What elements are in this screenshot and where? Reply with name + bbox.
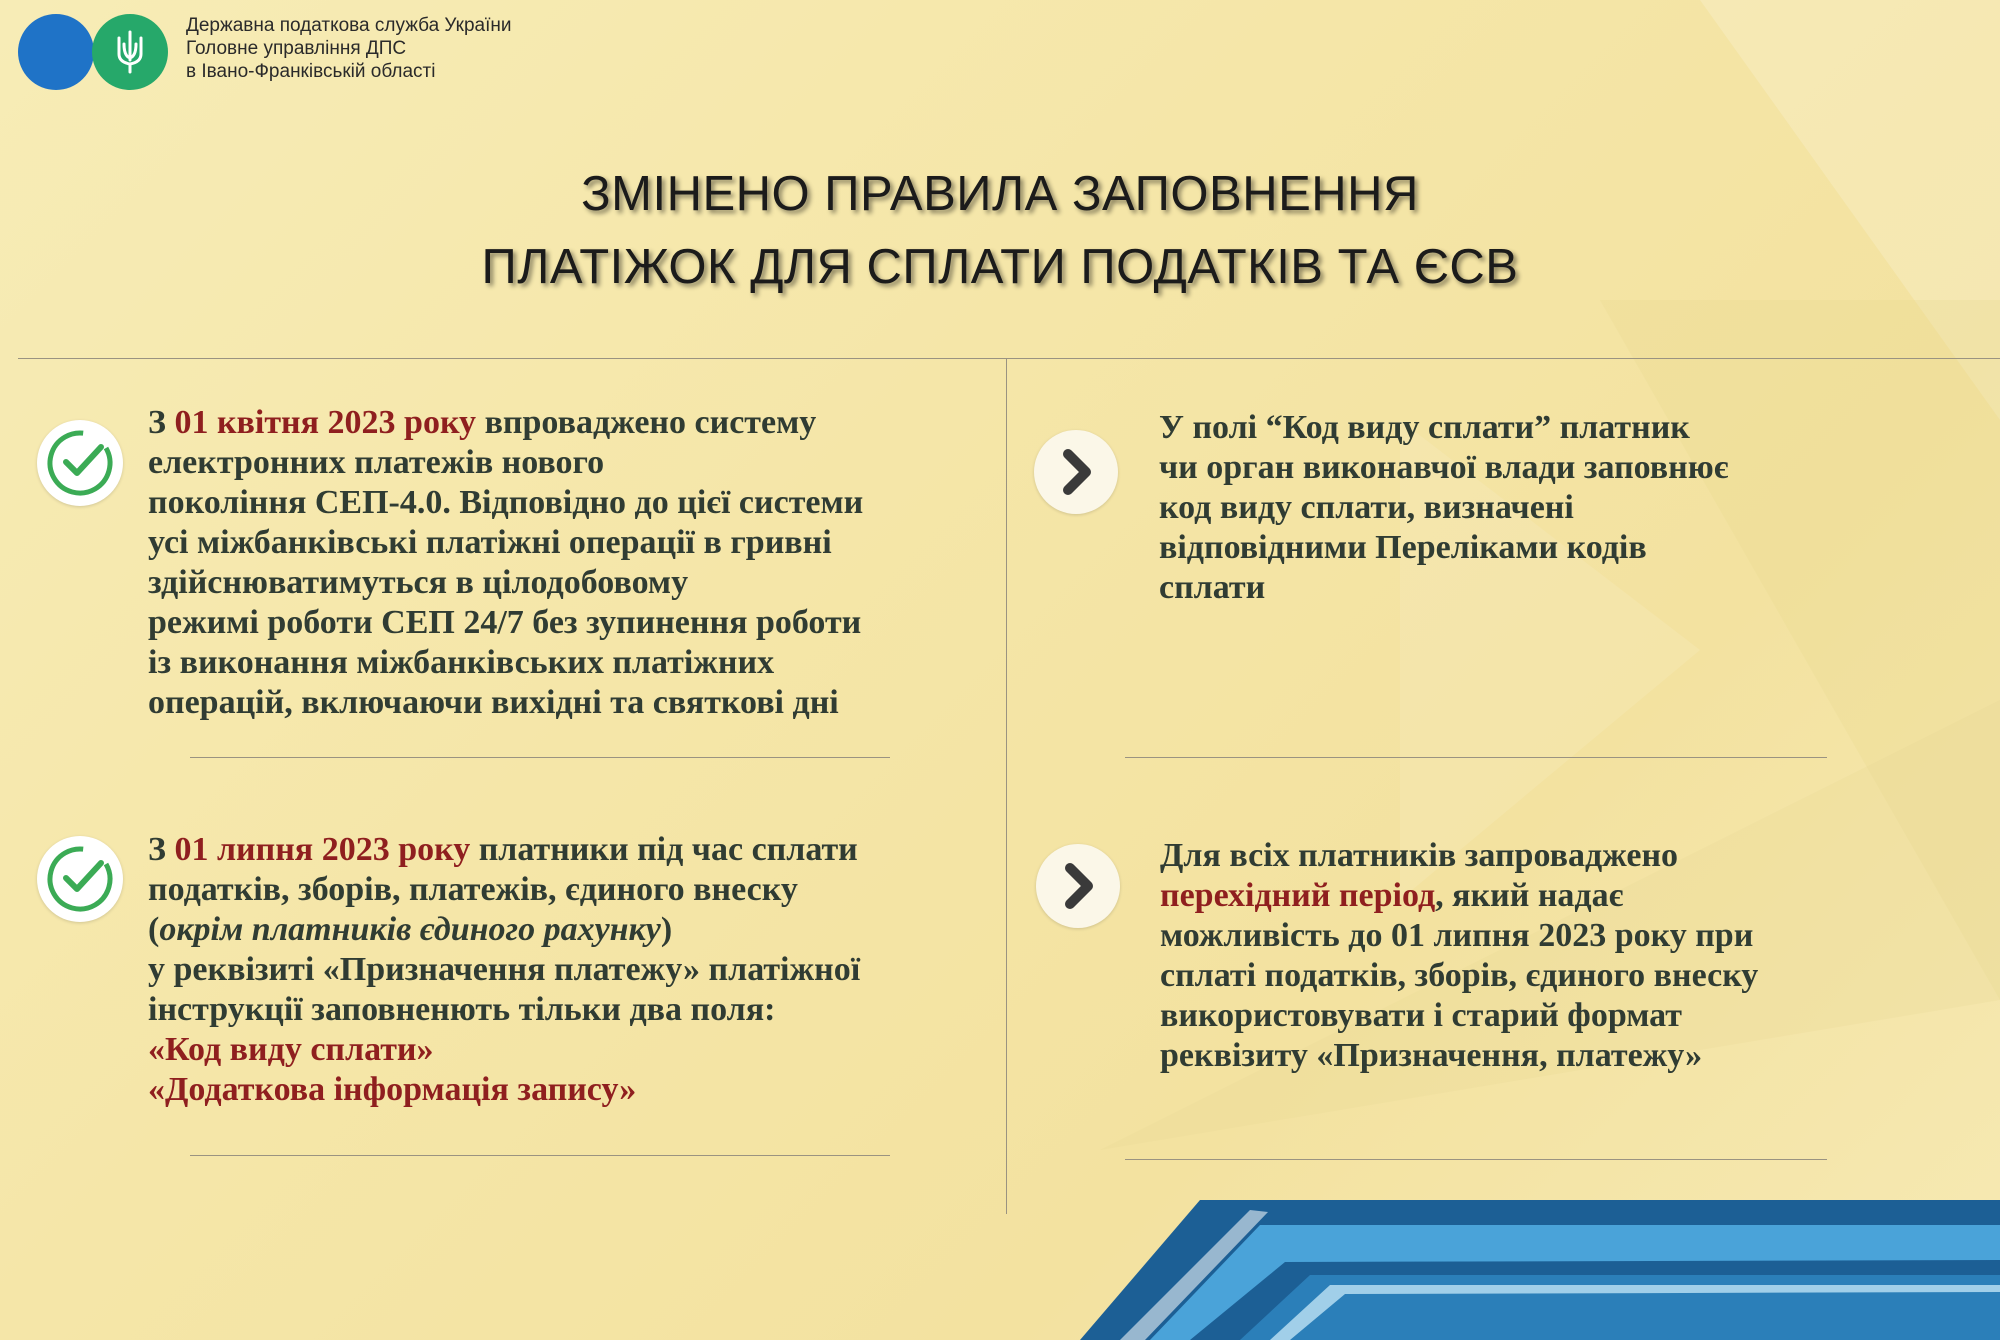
title-line-2: ПЛАТІЖОК ДЛЯ СПЛАТИ ПОДАТКІВ ТА ЄСВ xyxy=(481,240,1519,294)
info-block-transition-period xyxy=(1160,836,1758,1076)
text-line xyxy=(148,403,863,443)
text-line: використовувати і старий формат xyxy=(1160,997,1682,1034)
divider-vertical xyxy=(1006,358,1007,1214)
text-line: режимі роботи СЕП 24/7 без зупинення роботи xyxy=(148,604,862,641)
org-line-2: Головне управління ДПС xyxy=(186,38,407,59)
text-line: реквізиту «Призначення, платежу» xyxy=(1160,1037,1703,1074)
divider-left-2 xyxy=(190,1155,890,1156)
check-circle-icon xyxy=(37,420,123,506)
chevron-right-icon xyxy=(1034,430,1118,514)
divider-left-1 xyxy=(190,757,890,758)
text-line: код виду сплати, визначені xyxy=(1159,489,1574,526)
text-line: чи орган виконавчої влади заповнює xyxy=(1159,449,1729,486)
text-line: електронних платежів нового xyxy=(148,444,605,481)
org-line-3: в Івано-Франківській області xyxy=(186,61,436,82)
info-block-payment-code xyxy=(1159,408,1728,608)
highlight-date: 01 квітня 2023 року xyxy=(174,404,477,441)
text-line: сплати xyxy=(1159,569,1266,606)
text-segment: платники під час сплати xyxy=(470,831,858,868)
divider-right-1 xyxy=(1125,757,1827,758)
organization-name xyxy=(186,14,511,83)
text-line: відповідними Переліками кодів xyxy=(1159,529,1647,566)
chevron-right-icon xyxy=(1036,844,1120,928)
text-line: покоління СЕП-4.0. Відповідно до цієї системи xyxy=(148,484,864,521)
info-block-sep xyxy=(148,403,863,723)
org-line-1: Державна податкова служба України xyxy=(186,15,512,36)
text-segment: , який надає xyxy=(1435,877,1624,914)
text-line: із виконання міжбанківських платіжних xyxy=(148,644,775,681)
page-title xyxy=(0,158,2000,304)
logo-blue-circle xyxy=(18,14,94,90)
text-line: податків, зборів, платежів, єдиного внеску xyxy=(148,871,798,908)
trident-emblem-icon xyxy=(92,14,168,90)
text-line: у реквізиті «Призначення платежу» платіжної xyxy=(148,951,861,988)
text-line xyxy=(148,830,860,870)
text-line: У полі “Код виду сплати” платник xyxy=(1159,409,1690,446)
text-line xyxy=(1160,876,1758,916)
field-name-payment-code: «Код виду сплати» xyxy=(148,1031,434,1068)
divider-right-2 xyxy=(1125,1159,1827,1160)
field-name-additional-info: «Додаткова інформація запису» xyxy=(148,1071,637,1108)
highlight-date: 01 липня 2023 року xyxy=(174,831,471,868)
text-segment: ( xyxy=(148,911,160,948)
text-line: інструкції заповненють тільки два поля: xyxy=(148,991,776,1028)
text-segment: ) xyxy=(660,911,673,948)
divider-top xyxy=(18,358,2000,359)
text-line: можливість до 01 липня 2023 року при xyxy=(1160,917,1754,954)
italic-note: окрім платників єдиного рахунку xyxy=(159,911,661,948)
text-line: здійснюватимуться в цілодобовому xyxy=(148,564,689,601)
text-line: усі міжбанківські платіжні операції в гривні xyxy=(148,524,832,561)
text-line: сплаті податків, зборів, єдиного внеску xyxy=(1160,957,1759,994)
text-line: операцій, включаючи вихідні та святкові дні xyxy=(148,684,839,721)
header xyxy=(18,14,511,90)
text-line xyxy=(148,910,860,950)
highlight-transition: перехідний період xyxy=(1160,877,1436,914)
text-segment: впроваджено систему xyxy=(476,404,817,441)
text-segment: З xyxy=(148,831,175,868)
check-circle-icon xyxy=(37,836,123,922)
text-line: Для всіх платників запроваджено xyxy=(1160,837,1679,874)
info-block-payment-purpose xyxy=(148,830,860,1110)
title-line-1: ЗМІНЕНО ПРАВИЛА ЗАПОВНЕННЯ xyxy=(581,167,1419,221)
text-segment: З xyxy=(148,404,175,441)
